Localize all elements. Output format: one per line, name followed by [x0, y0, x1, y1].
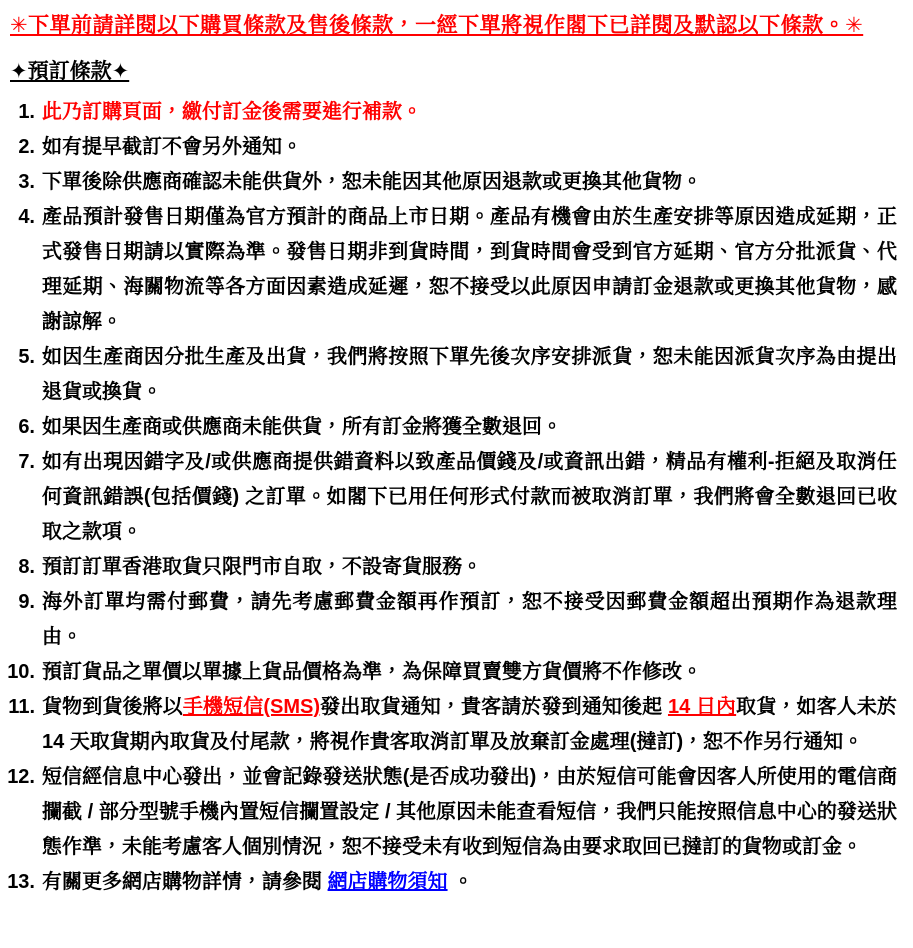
term-number: 12.	[7, 766, 35, 788]
term-text	[42, 550, 897, 585]
term-text	[42, 655, 897, 690]
term-text	[42, 445, 897, 550]
term-item	[0, 410, 897, 445]
term-highlight-segment: 手機短信(SMS)	[182, 696, 321, 718]
term-text	[42, 690, 897, 760]
shop-guide-link[interactable]: 網店購物須知	[327, 871, 448, 893]
term-item	[0, 655, 897, 690]
term-text	[42, 865, 897, 900]
term-number: 2.	[18, 136, 35, 158]
term-text-segment: 有關更多網店購物詳情，請參閱	[42, 871, 328, 893]
term-item	[0, 865, 897, 900]
term-text	[42, 95, 897, 130]
term-text-segment: 預訂貨品之單價以單據上貨品價格為準，為保障買賣雙方貨價將不作修改。	[42, 661, 702, 683]
term-number: 7.	[18, 451, 35, 473]
term-item	[0, 340, 897, 410]
term-text	[42, 165, 897, 200]
term-item	[0, 760, 897, 865]
term-text-segment: 取貨，如客人未於 14 天取貨期內取貨及付尾款，將視作貴客取消訂單及放棄訂金處理(撻訂)，恕不作另行通知。	[42, 696, 898, 753]
term-text-segment: 。	[447, 871, 474, 893]
term-text-segment: 如有出現因錯字及/或供應商提供錯資料以致產品價錢及/或資訊出錯，精品有權利-拒絕及取消任何資訊錯誤(包括價錢) 之訂單。如閣下已用任何形式付款而被取消訂單，我們將會全數退回已收取之款項。	[42, 451, 897, 543]
term-text-segment: 下單後除供應商確認未能供貨外，恕未能因其他原因退款或更換其他貨物。	[42, 171, 702, 193]
term-number: 11.	[8, 696, 35, 718]
term-text-segment: 海外訂單均需付郵費，請先考慮郵費金額再作預訂，恕不接受因郵費金額超出預期作為退款理由。	[42, 591, 897, 648]
term-number: 9.	[18, 591, 35, 613]
term-number: 13.	[7, 871, 35, 893]
term-number: 1.	[18, 101, 35, 123]
term-highlight-segment: 14 日內	[667, 696, 737, 718]
term-item	[0, 690, 897, 760]
term-text	[42, 130, 897, 165]
term-text-segment: 貨物到貨後將以	[42, 696, 183, 718]
term-number: 5.	[18, 346, 35, 368]
term-number: 10.	[7, 661, 35, 683]
term-text-segment: 如有提早截訂不會另外通知。	[42, 136, 302, 158]
term-text-segment: 如果因生產商或供應商未能供貨，所有訂金將獲全數退回。	[42, 416, 562, 438]
term-item	[0, 550, 897, 585]
term-item	[0, 130, 897, 165]
term-item	[0, 585, 897, 655]
term-number: 4.	[18, 206, 35, 228]
term-text	[42, 340, 897, 410]
term-text-segment: 短信經信息中心發出，並會記錄發送狀態(是否成功發出)，由於短信可能會因客人所使用的電信商攔截 / 部分型號手機內置短信攔置設定 / 其他原因未能查看短信，我們只能按照信息中心的發送狀態作準，未能考慮客人個別情況，恕不接受未有收到短信為由要求取回已撻訂的貨物或訂金。	[42, 766, 897, 858]
term-text	[42, 585, 897, 655]
purchase-notice-heading: ✳下單前請詳閱以下購買條款及售後條款，一經下單將視作閣下已詳閱及默認以下條款。✳	[10, 14, 864, 37]
term-text-segment: 如因生產商因分批生產及出貨，我們將按照下單先後次序安排派貨，恕未能因派貨次序為由提出退貨或換貨。	[42, 346, 897, 403]
term-item	[0, 165, 897, 200]
term-highlight-segment: 此乃訂購頁面，繳付訂金後需要進行補款。	[42, 101, 422, 123]
term-text	[42, 200, 897, 340]
term-text-segment: 產品預計發售日期僅為官方預計的商品上市日期。產品有機會由於生產安排等原因造成延期，正式發售日期請以實際為準。發售日期非到貨時間，到貨時間會受到官方延期、官方分批派貨、代理延期、海關物流等各方面因素造成延遲，恕不接受以此原因申請訂金退款或更換其他貨物，感謝諒解。	[42, 206, 897, 333]
term-number: 3.	[18, 171, 35, 193]
term-text-segment: 預訂訂單香港取貨只限門市自取，不設寄貨服務。	[42, 556, 482, 578]
term-text-segment: 發出取貨通知，貴客請於發到通知後起	[320, 696, 668, 718]
term-item	[0, 200, 897, 340]
term-text	[42, 760, 897, 865]
term-text	[42, 410, 897, 445]
terms-list	[0, 95, 897, 900]
term-number: 6.	[18, 416, 35, 438]
term-number: 8.	[18, 556, 35, 578]
term-item	[0, 95, 897, 130]
term-item	[0, 445, 897, 550]
preorder-terms-section-title: ✦預訂條款✦	[10, 60, 130, 83]
